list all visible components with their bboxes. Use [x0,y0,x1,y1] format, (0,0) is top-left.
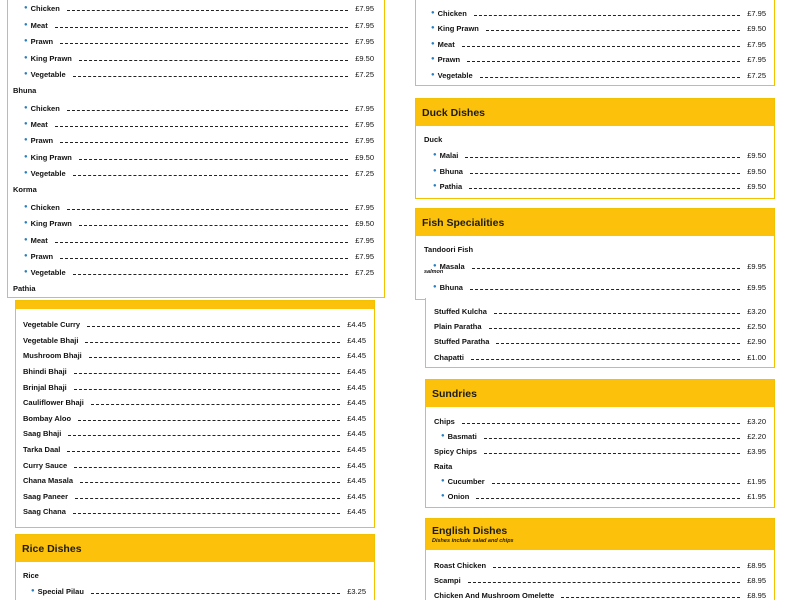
menu-item: ● Vegetable £7.25 [24,69,374,79]
menu-item: ● Special Pilau £3.25 [31,586,366,596]
duck-dishes-panel [415,98,775,199]
menu-item: ● Chicken £7.95 [24,3,374,13]
dotted-leader [470,289,740,290]
dotted-leader [67,451,340,452]
dotted-leader [484,438,740,439]
section-label-rice: Rice [23,571,39,580]
bullet-icon: ● [24,137,28,143]
bullet-icon: ● [24,170,28,176]
section-label-tandoori-fish: Tandoori Fish [424,245,474,254]
panel-header [426,380,774,407]
dotted-leader [79,60,348,61]
curry-panel-right [415,0,775,86]
menu-item: ● Malai £9.50 [433,150,766,160]
menu-item: ● Pathia £9.50 [433,181,766,191]
dotted-leader [60,258,348,259]
dotted-leader [55,27,349,28]
bullet-icon: ● [431,41,435,47]
panel-title: English Dishes [432,525,508,537]
dotted-leader [480,77,741,78]
bullet-icon: ● [441,433,445,439]
dotted-leader [465,157,740,158]
dotted-leader [87,326,340,327]
dotted-leader [462,423,740,424]
bullet-icon: ● [441,493,445,499]
menu-item: ● King Prawn £9.50 [24,152,374,162]
dotted-leader [476,498,740,499]
bullet-icon: ● [24,55,28,61]
bullet-icon: ● [24,5,28,11]
bullet-icon: ● [24,38,28,44]
dotted-leader [67,209,348,210]
dotted-leader [486,30,740,31]
dotted-leader [73,175,349,176]
dotted-leader [91,593,340,594]
menu-item: Chips £3.20 [434,416,766,426]
menu-item: Chana Masala £4.45 [23,475,366,485]
menu-item: ● Prawn £7.95 [24,36,374,46]
bullet-icon: ● [433,152,437,158]
menu-item: Bhindi Bhaji £4.45 [23,366,366,376]
bullet-icon: ● [431,72,435,78]
dotted-leader [494,313,740,314]
menu-item: ● Onion £1.95 [441,491,766,501]
menu-item: ● Meat £7.95 [24,20,374,30]
dotted-leader [74,467,340,468]
bullet-icon: ● [24,237,28,243]
panel-title: Fish Specialities [422,216,505,229]
menu-item: ● Prawn £7.95 [24,135,374,145]
curry-panel-left [7,0,385,298]
dotted-leader [85,342,340,343]
menu-item: ● Meat £7.95 [24,119,374,129]
sundries-panel [425,379,775,508]
dotted-leader [79,225,348,226]
menu-item: ● King Prawn £9.50 [24,218,374,228]
bullet-icon: ● [24,220,28,226]
bullet-icon: ● [433,168,437,174]
bullet-icon: ● [24,253,28,259]
dotted-leader [74,373,340,374]
vegetable-sides-panel [15,300,375,528]
dotted-leader [79,159,348,160]
dotted-leader [75,498,340,499]
bullet-icon: ● [24,22,28,28]
menu-item: ● Masala £9.95 [433,261,766,271]
panel-title: Sundries [432,387,477,400]
section-label-pathia: Pathia [13,284,36,293]
menu-item: Tarka Daal £4.45 [23,444,366,454]
menu-item: ● Chicken £7.95 [24,202,374,212]
bullet-icon: ● [24,204,28,210]
menu-item: Vegetable Bhaji £4.45 [23,335,366,345]
menu-item: Saag Paneer £4.45 [23,491,366,501]
menu-item: ● Cucumber £1.95 [441,476,766,486]
menu-item: Saag Chana £4.45 [23,506,366,516]
panel-header [16,301,374,309]
dotted-leader [468,582,741,583]
menu-item: Spicy Chips £3.95 [434,446,766,456]
bullet-icon: ● [431,56,435,62]
menu-item: Bombay Aloo £4.45 [23,413,366,423]
dotted-leader [80,482,340,483]
menu-item: ● Prawn £7.95 [24,251,374,261]
breads-panel [425,298,775,368]
section-label-korma: Korma [13,185,37,194]
bullet-icon: ● [24,269,28,275]
menu-item: ● Vegetable £7.25 [431,70,766,80]
item-note: salmon [424,269,444,275]
bullet-icon: ● [24,154,28,160]
menu-item: ● Basmati £2.20 [441,431,766,441]
panel-header [426,519,774,550]
dotted-leader [60,142,348,143]
menu-item: Cauliflower Bhaji £4.45 [23,397,366,407]
dotted-leader [67,110,348,111]
menu-item: Scampi £8.95 [434,575,766,585]
bullet-icon: ● [31,588,35,594]
dotted-leader [484,453,740,454]
bullet-icon: ● [24,121,28,127]
menu-item: ● Bhuna £9.50 [433,166,766,176]
dotted-leader [462,46,741,47]
menu-item: Plain Paratha £2.50 [434,321,766,331]
menu-item: Roast Chicken £8.95 [434,560,766,570]
dotted-leader [67,10,348,11]
dotted-leader [470,173,740,174]
menu-item: ● Vegetable £7.25 [24,168,374,178]
bullet-icon: ● [24,105,28,111]
dotted-leader [73,513,340,514]
dotted-leader [471,359,740,360]
dotted-leader [469,188,740,189]
menu-item: ● Bhuna £9.95 [433,282,766,292]
rice-dishes-panel [15,534,375,600]
panel-title: Rice Dishes [22,542,82,555]
panel-subtitle: Dishes include salad and chips [432,538,514,544]
bullet-icon: ● [24,71,28,77]
panel-header [16,535,374,562]
dotted-leader [91,404,340,405]
bullet-icon: ● [433,284,437,290]
menu-item: ● Meat £7.95 [24,235,374,245]
menu-item: Stuffed Paratha £2.90 [434,336,766,346]
dotted-leader [68,435,340,436]
menu-item: Curry Sauce £4.45 [23,460,366,470]
menu-item: Brinjal Bhaji £4.45 [23,382,366,392]
dotted-leader [467,61,740,62]
menu-item: Chapatti £1.00 [434,352,766,362]
section-label-raita: Raita [434,462,453,471]
dotted-leader [492,483,741,484]
menu-item: Mushroom Bhaji £4.45 [23,350,366,360]
section-label-bhuna: Bhuna [13,86,37,95]
dotted-leader [55,126,349,127]
dotted-leader [561,597,740,598]
dotted-leader [472,268,741,269]
menu-item: ● King Prawn £9.50 [431,23,766,33]
dotted-leader [73,76,349,77]
english-dishes-panel [425,518,775,600]
dotted-leader [74,389,340,390]
dotted-leader [73,274,349,275]
dotted-leader [89,357,340,358]
dotted-leader [493,567,740,568]
dotted-leader [474,15,740,16]
menu-item: ● Prawn £7.95 [431,54,766,64]
bullet-icon: ● [441,478,445,484]
bullet-icon: ● [431,10,435,16]
menu-item: Saag Bhaji £4.45 [23,428,366,438]
bullet-icon: ● [433,263,437,269]
bullet-icon: ● [433,183,437,189]
menu-item: ● Meat £7.95 [431,39,766,49]
panel-title: Duck Dishes [422,106,486,119]
section-label-duck: Duck [424,135,443,144]
menu-item: Vegetable Curry £4.45 [23,319,366,329]
dotted-leader [60,43,348,44]
menu-item: ● Chicken £7.95 [431,8,766,18]
panel-header [416,99,774,126]
dotted-leader [489,328,741,329]
fish-specialities-panel [415,208,775,300]
menu-item: ● Vegetable £7.25 [24,267,374,277]
dotted-leader [496,343,740,344]
menu-item: Chicken And Mushroom Omelette £8.95 [434,590,766,600]
menu-item: ● Chicken £7.95 [24,103,374,113]
bullet-icon: ● [431,25,435,31]
menu-item: Stuffed Kulcha £3.20 [434,306,766,316]
panel-header [416,209,774,236]
dotted-leader [78,420,340,421]
dotted-leader [55,242,349,243]
menu-item: ● King Prawn £9.50 [24,53,374,63]
